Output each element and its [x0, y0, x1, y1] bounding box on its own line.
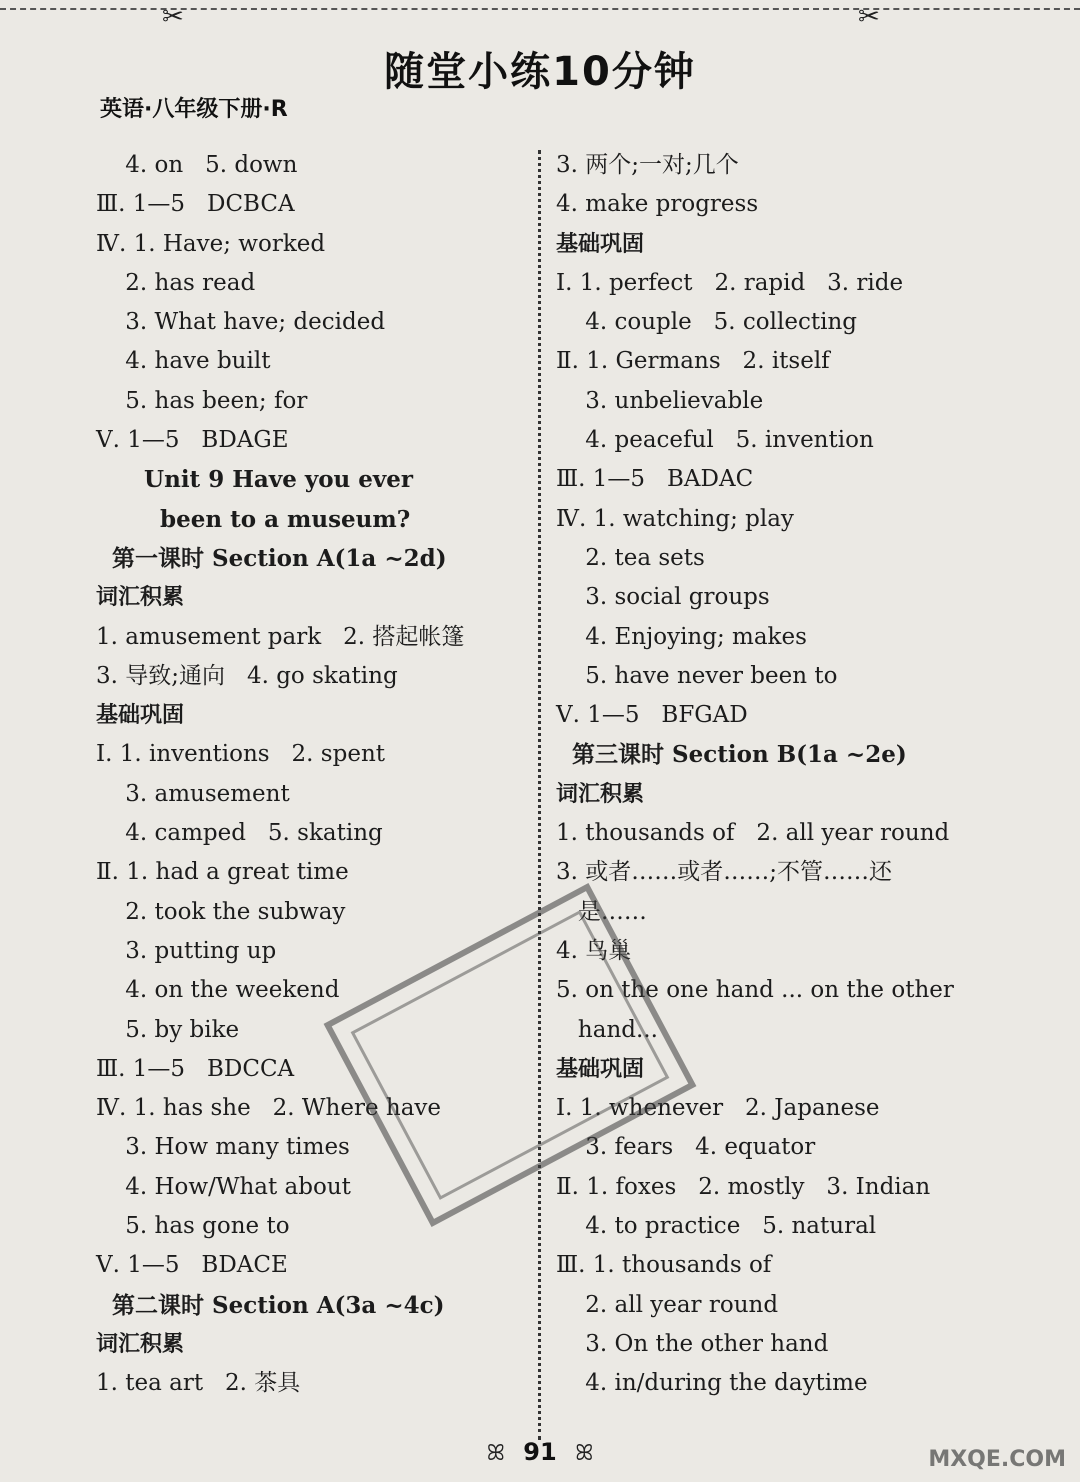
answer-line: 2. tea sets — [556, 544, 705, 571]
answer-line: Ⅱ. 1. had a great time — [96, 859, 349, 886]
answer-line: 2. has read — [96, 269, 256, 296]
answer-line: Ⅰ. 1. inventions 2. spent — [96, 741, 385, 768]
answer-line: 5. has been; for — [96, 387, 308, 414]
answer-line: Ⅱ. 1. Germans 2. itself — [556, 348, 830, 375]
answer-line: Ⅲ. 1—5 BADAC — [556, 466, 754, 493]
answer-line: 4. Enjoying; makes — [556, 623, 807, 650]
lesson-heading: 第三课时 Section B(1a ~2e) — [556, 741, 907, 769]
section-heading: 词汇积累 — [96, 1331, 185, 1357]
answer-line: 4. on the weekend — [96, 977, 340, 1004]
answer-line: Ⅳ. 1. Have; worked — [96, 230, 326, 257]
answer-line: 3. fears 4. equator — [556, 1134, 816, 1161]
answer-line: 4. 鸟巢 — [556, 937, 632, 964]
answer-line: 4. peaceful 5. invention — [556, 427, 874, 454]
answer-line: 5. has gone to — [96, 1213, 290, 1240]
scissors-icon: ✂ — [162, 2, 184, 32]
answer-line: 3. How many times — [96, 1134, 350, 1161]
answer-line: 是…… — [556, 898, 647, 925]
ornament-left-icon: ꕤ — [486, 1441, 505, 1466]
answer-line: Ⅴ. 1—5 BDAGE — [96, 427, 289, 454]
answer-line: Ⅴ. 1—5 BFGAD — [556, 702, 748, 729]
answer-line: 4. have built — [96, 348, 271, 375]
section-heading: 词汇积累 — [556, 781, 645, 807]
answer-line: 3. What have; decided — [96, 309, 386, 336]
lesson-heading: 第二课时 Section A(3a ~4c) — [96, 1291, 445, 1319]
answer-line: 3. amusement — [96, 780, 290, 807]
answer-line: 4. to practice 5. natural — [556, 1213, 877, 1240]
answer-line: 2. took the subway — [96, 898, 346, 925]
answer-line: Ⅰ. 1. whenever 2. Japanese — [556, 1095, 880, 1122]
answer-line: 4. in/during the daytime — [556, 1370, 868, 1397]
answer-line: Ⅲ. 1. thousands of — [556, 1252, 772, 1279]
cut-line — [0, 2, 1080, 32]
answer-line: 5. have never been to — [556, 662, 838, 689]
answer-column-right — [556, 146, 996, 1404]
answer-line: 4. How/What about — [96, 1173, 351, 1200]
answer-line: 3. 或者……或者……;不管……还 — [556, 859, 893, 886]
answer-line: 3. 两个;一对;几个 — [556, 152, 739, 178]
answer-line: Ⅳ. 1. watching; play — [556, 505, 794, 532]
section-heading: 基础巩固 — [556, 1056, 645, 1082]
unit-title: been to a museum? — [96, 505, 411, 533]
answer-line: 3. 导致;通向 4. go skating — [96, 662, 398, 689]
answer-line: 5. by bike — [96, 1016, 240, 1043]
answer-line: 3. putting up — [96, 937, 277, 964]
answer-line: 3. unbelievable — [556, 387, 764, 414]
answer-line: 1. amusement park 2. 搭起帐篷 — [96, 623, 465, 650]
section-heading: 基础巩固 — [96, 703, 185, 729]
answer-line: 1. thousands of 2. all year round — [556, 820, 950, 847]
ornament-right-icon: ꕤ — [575, 1441, 594, 1466]
answer-line: 1. tea art 2. 茶具 — [96, 1370, 301, 1397]
answer-line: hand... — [556, 1016, 658, 1043]
section-heading: 基础巩固 — [556, 231, 645, 257]
answer-line: Ⅰ. 1. perfect 2. rapid 3. ride — [556, 269, 904, 296]
answer-line: 2. all year round — [556, 1291, 779, 1318]
scissors-icon: ✂ — [858, 2, 880, 32]
watermark: MXQE.COM — [928, 1447, 1066, 1472]
column-divider — [538, 150, 541, 1440]
answer-line: 4. couple 5. collecting — [556, 309, 857, 336]
unit-title: Unit 9 Have you ever — [96, 466, 414, 494]
answer-line: 4. on 5. down — [96, 152, 298, 178]
page-title: 随堂小练10分钟 — [384, 49, 696, 95]
answer-line: 3. On the other hand — [556, 1330, 829, 1357]
answer-line: 4. camped 5. skating — [96, 820, 383, 847]
answer-line: Ⅳ. 1. has she 2. Where have — [96, 1095, 442, 1122]
answer-line: Ⅲ. 1—5 BDCCA — [96, 1055, 295, 1082]
page-number: 91 — [523, 1438, 557, 1466]
answer-line: Ⅱ. 1. foxes 2. mostly 3. Indian — [556, 1173, 931, 1200]
answer-column-left — [96, 146, 521, 1404]
book-subtitle: 英语·八年级下册·R — [100, 97, 288, 122]
answer-line: Ⅲ. 1—5 DCBCA — [96, 191, 295, 218]
page-number-footer — [0, 1438, 1080, 1466]
answer-line: 4. make progress — [556, 191, 759, 218]
lesson-heading: 第一课时 Section A(1a ~2d) — [96, 544, 447, 572]
answer-line: 5. on the one hand ... on the other — [556, 977, 954, 1004]
section-heading: 词汇积累 — [96, 585, 185, 611]
answer-line: 3. social groups — [556, 584, 770, 611]
answer-line: Ⅴ. 1—5 BDACE — [96, 1252, 288, 1279]
